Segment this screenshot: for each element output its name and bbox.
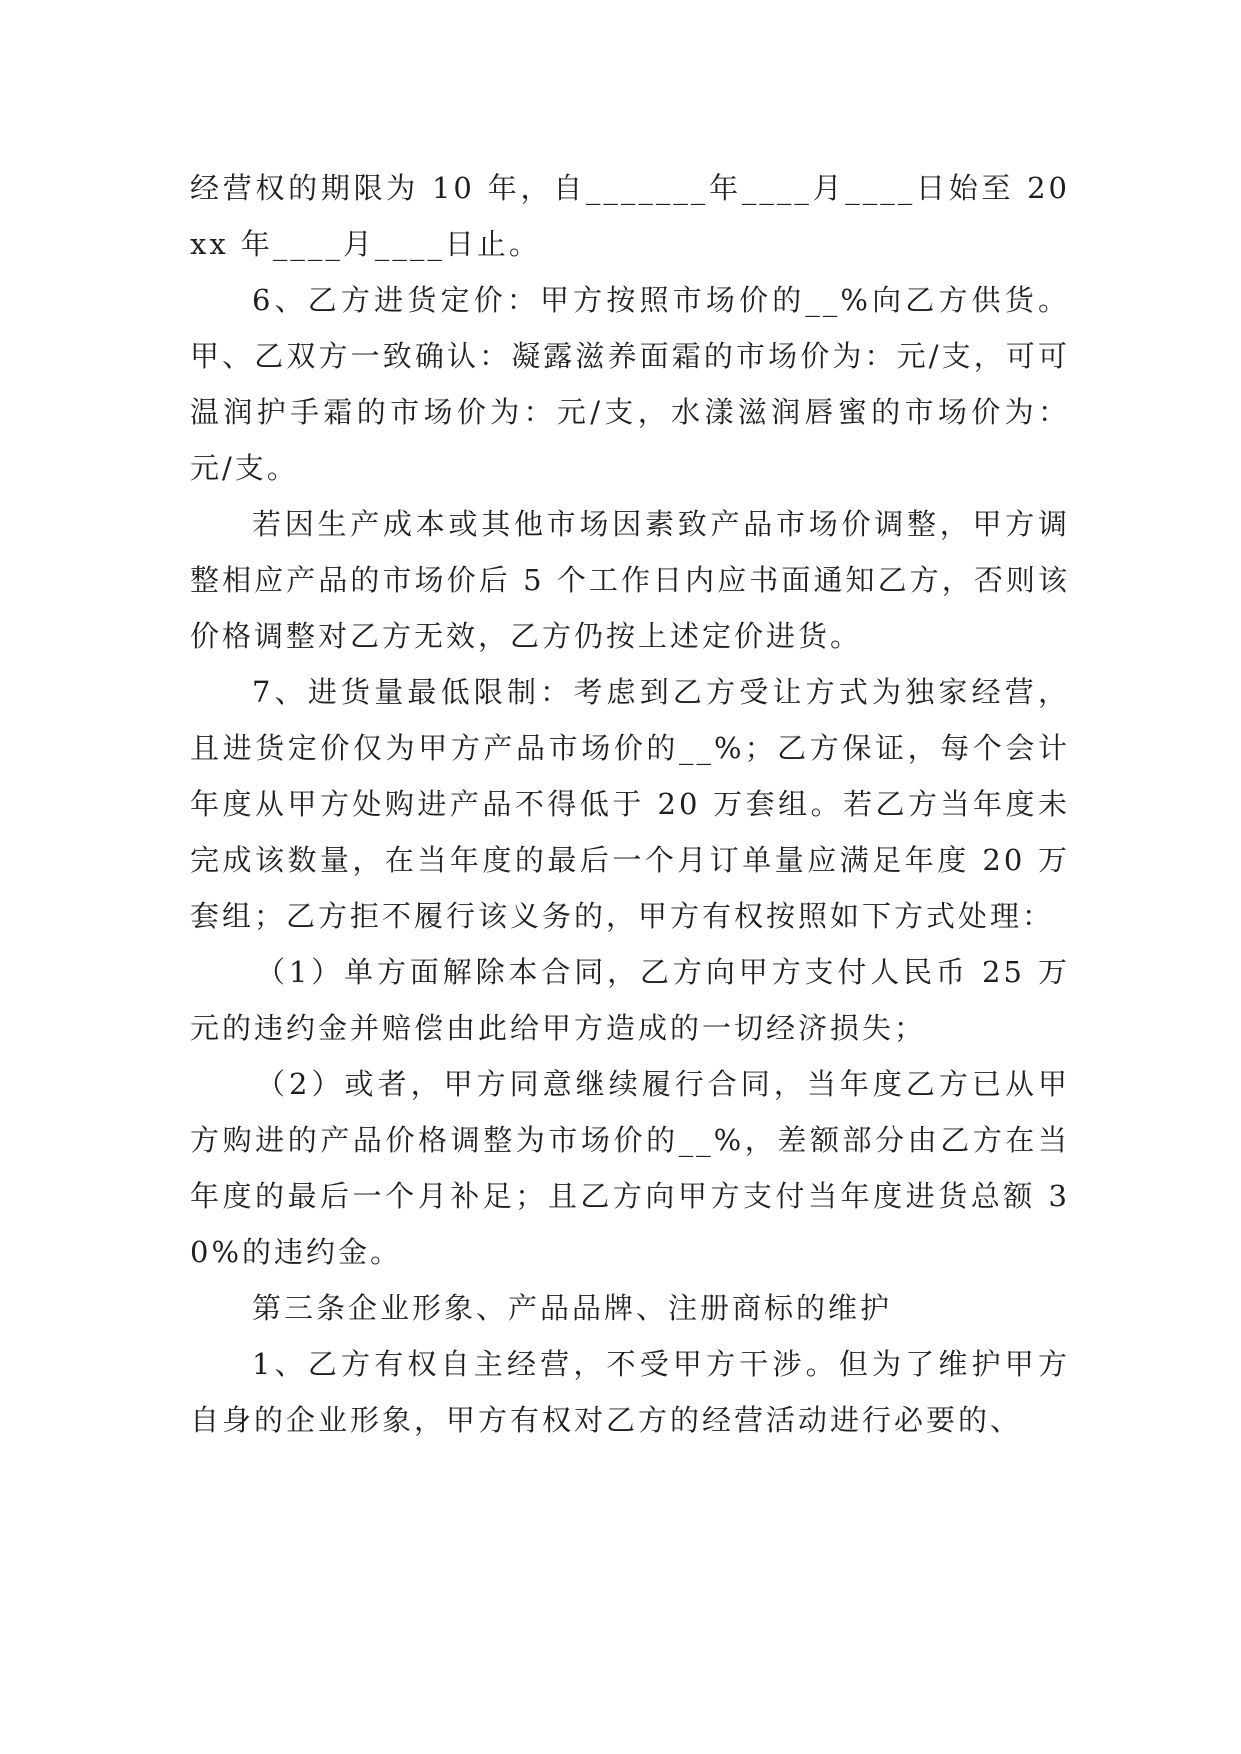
paragraph-clause-7-minimum-purchase: 7、进货量最低限制：考虑到乙方受让方式为独家经营，且进货定价仅为甲方产品市场价的__%；乙方保证，每个会计年度从甲方处购进产品不得低于 20 万套组。若乙方当年度未完成该数量，在当年度的最后一个月订单量应满足年度 20 万套组；乙方拒不履行该义务的，甲方有权按照如下方式处理： <box>190 675 1070 933</box>
article-3-heading: 第三条企业形象、产品品牌、注册商标的维护 <box>252 1291 893 1325</box>
paragraph-price-adjustment: 若因生产成本或其他市场因素致产品市场价调整，甲方调整相应产品的市场价后 5 个工作日内应书面通知乙方，否则该价格调整对乙方无效，乙方仍按上述定价进货。 <box>190 507 1070 653</box>
paragraph-term-period: 经营权的期限为 10 年，自_______年____月____日始至 20xx 年____月____日止。 <box>190 171 1070 261</box>
paragraph-option-2: （2）或者，甲方同意继续履行合同，当年度乙方已从甲方购进的产品价格调整为市场价的__%，差额部分由乙方在当年度的最后一个月补足；且乙方向甲方支付当年度进货总额 30%的违约金。 <box>190 1067 1070 1269</box>
paragraph-clause-6-pricing: 6、乙方进货定价：甲方按照市场价的__%向乙方供货。甲、乙双方一致确认：凝露滋养面霜的市场价为：元/支，可可温润护手霜的市场价为：元/支，水漾滋润唇蜜的市场价为：元/支。 <box>190 283 1070 485</box>
paragraph-article-3-item-1: 1、乙方有权自主经营，不受甲方干涉。但为了维护甲方自身的企业形象，甲方有权对乙方的经营活动进行必要的、 <box>190 1347 1070 1437</box>
paragraph-option-1: （1）单方面解除本合同，乙方向甲方支付人民币 25 万元的违约金并赔偿由此给甲方造成的一切经济损失； <box>190 955 1070 1045</box>
document-body <box>190 160 1070 1448</box>
